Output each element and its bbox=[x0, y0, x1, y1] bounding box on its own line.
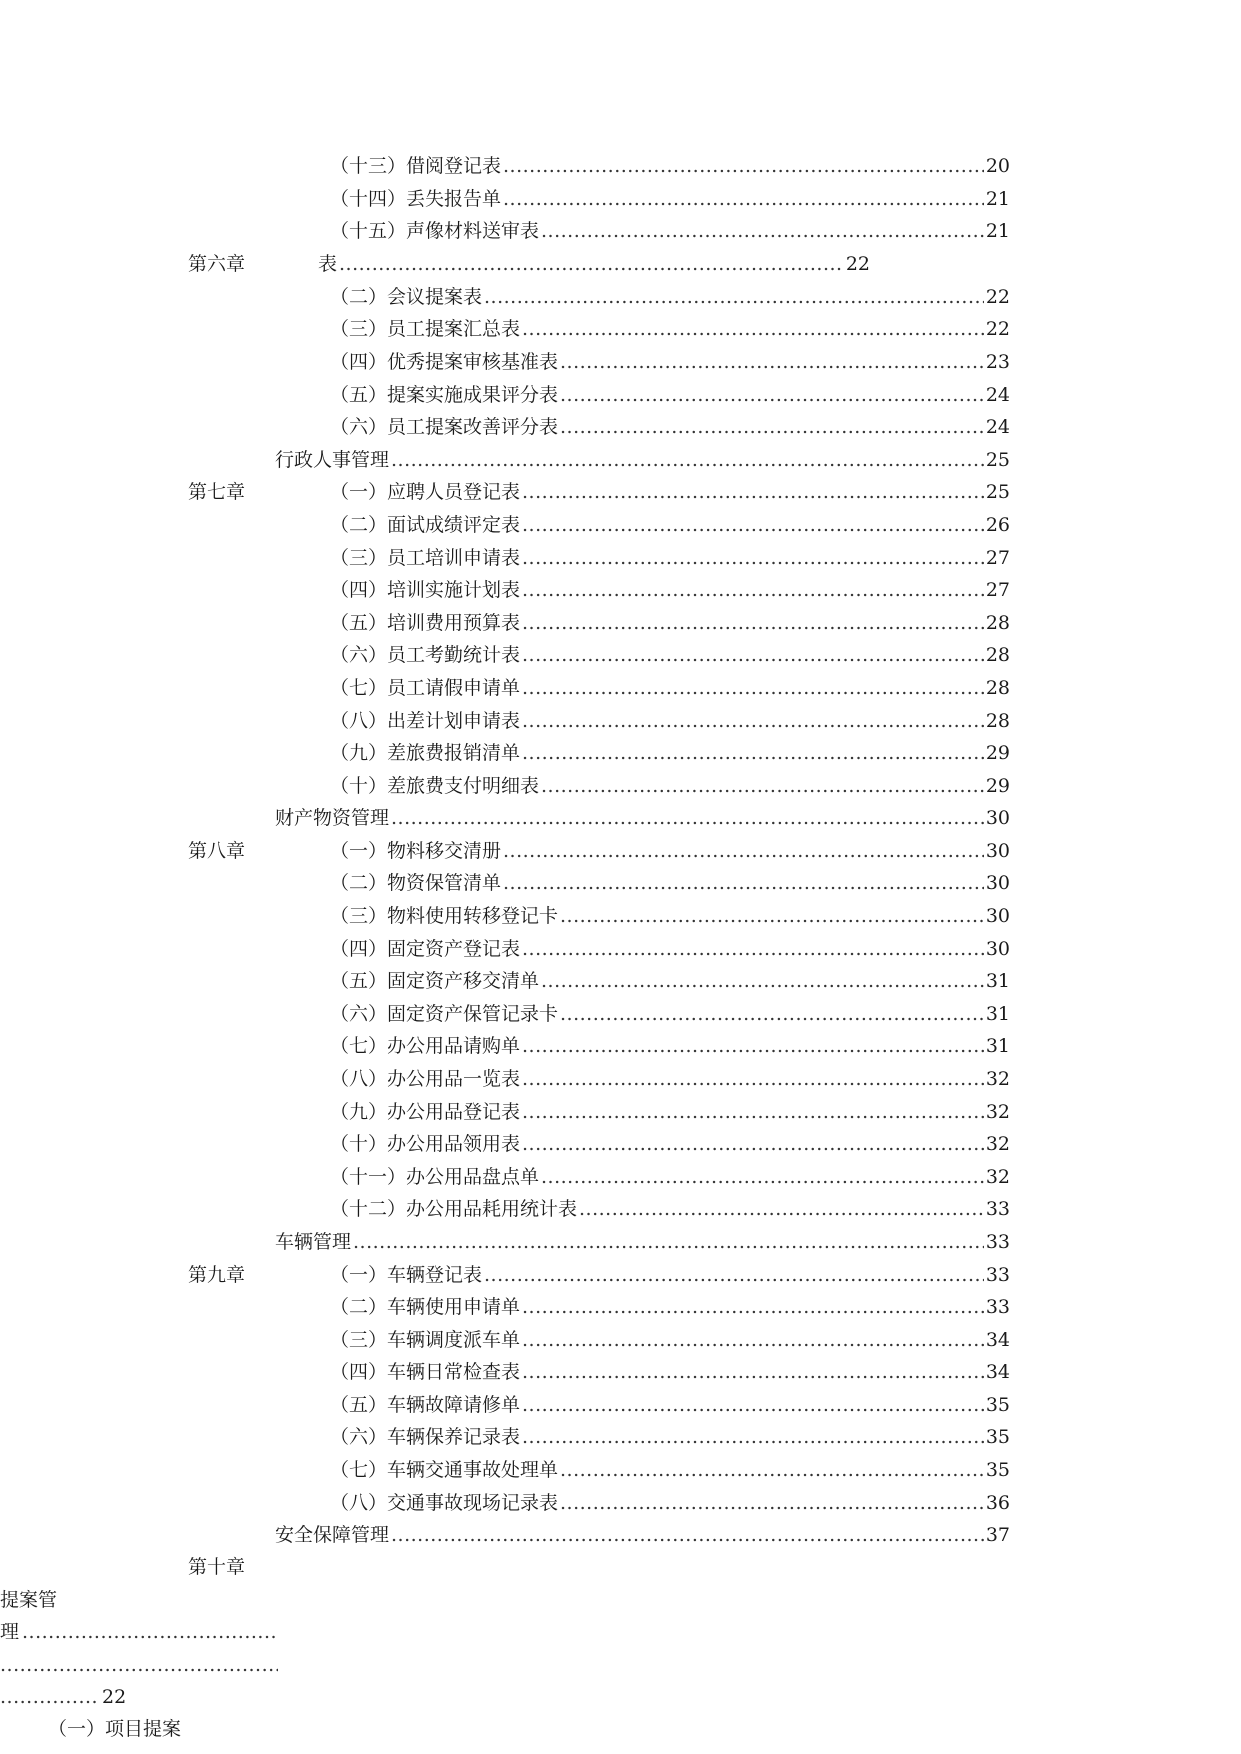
toc-entry-title: （十四）丢失报告单 bbox=[330, 188, 502, 210]
toc-entry-title: （二）车辆使用申请单 bbox=[330, 1296, 521, 1318]
toc-entry[interactable] bbox=[275, 1521, 1010, 1549]
dot-leader bbox=[339, 250, 844, 278]
toc-entry-title: 安全保障管理 bbox=[275, 1524, 390, 1546]
toc-entry-title: （三）员工提案汇总表 bbox=[330, 318, 521, 340]
toc-entry-page: 30 bbox=[985, 905, 1010, 927]
toc-entry-title: 车辆管理 bbox=[275, 1231, 352, 1253]
toc-entry-page: 30 bbox=[985, 872, 1010, 894]
toc-entry-page: 30 bbox=[985, 840, 1010, 862]
toc-entry-title: （四）优秀提案审核基准表 bbox=[330, 351, 559, 373]
toc-entry-title: （十）差旅费支付明细表 bbox=[330, 775, 540, 797]
toc-entry[interactable] bbox=[330, 1423, 1010, 1451]
toc-entry-page: 33 bbox=[985, 1264, 1010, 1286]
toc-entry-page: 33 bbox=[985, 1296, 1010, 1318]
toc-entry-page: 32 bbox=[985, 1166, 1010, 1188]
toc-entry-title: （六）车辆保养记录表 bbox=[330, 1426, 521, 1448]
toc-entry[interactable] bbox=[330, 217, 1010, 245]
toc-entry[interactable] bbox=[330, 1293, 1010, 1321]
toc-entry-title: （三）车辆调度派车单 bbox=[330, 1329, 521, 1351]
toc-entry-title: （八）交通事故现场记录表 bbox=[330, 1492, 559, 1514]
dot-leader bbox=[522, 478, 984, 506]
dot-leader bbox=[560, 1000, 984, 1028]
dot-leader bbox=[522, 609, 984, 637]
toc-entry-page: 22 bbox=[845, 253, 870, 275]
dot-leader bbox=[391, 446, 984, 474]
toc-entry-title: （五）车辆故障请修单 bbox=[330, 1394, 521, 1416]
toc-entry-page: 37 bbox=[985, 1524, 1010, 1546]
toc-entry[interactable] bbox=[330, 1130, 1010, 1158]
toc-entry[interactable] bbox=[318, 250, 870, 278]
dot-leader bbox=[541, 217, 984, 245]
toc-entry-page: 26 bbox=[985, 514, 1010, 536]
toc-entry-page: 28 bbox=[985, 677, 1010, 699]
toc-entry-page: 25 bbox=[985, 449, 1010, 471]
toc-entry-page: 32 bbox=[985, 1133, 1010, 1155]
toc-entry-page: 35 bbox=[985, 1459, 1010, 1481]
toc-entry-page: 29 bbox=[985, 775, 1010, 797]
dot-leader bbox=[522, 1130, 984, 1158]
dot-leader bbox=[560, 413, 984, 441]
dot-leader bbox=[560, 902, 984, 930]
toc-entry[interactable] bbox=[330, 837, 1010, 865]
dot-leader bbox=[0, 1651, 278, 1679]
dot-leader bbox=[522, 1293, 984, 1321]
chapter-label: 第六章 bbox=[188, 253, 246, 275]
toc-entry-page: 27 bbox=[985, 547, 1010, 569]
toc-entry-page: 21 bbox=[985, 220, 1010, 242]
dot-leader bbox=[0, 1683, 98, 1711]
toc-entry[interactable] bbox=[330, 1098, 1010, 1126]
overflow-page-number: 22 bbox=[102, 1686, 127, 1708]
toc-entry[interactable] bbox=[330, 152, 1010, 180]
toc-entry[interactable] bbox=[330, 869, 1010, 897]
dot-leader bbox=[522, 641, 984, 669]
dot-leader bbox=[522, 576, 984, 604]
toc-entry[interactable] bbox=[330, 348, 1010, 376]
toc-entry-page: 36 bbox=[985, 1492, 1010, 1514]
dot-leader bbox=[503, 869, 984, 897]
dot-leader bbox=[391, 1521, 984, 1549]
toc-entry[interactable] bbox=[330, 1358, 1010, 1386]
toc-entry[interactable] bbox=[275, 446, 1010, 474]
toc-entry-title: （二）面试成绩评定表 bbox=[330, 514, 521, 536]
overflow-text-line: （一）项目提案 bbox=[48, 1718, 182, 1740]
toc-entry[interactable] bbox=[330, 1000, 1010, 1028]
dot-leader bbox=[522, 544, 984, 572]
toc-entry-title: （十二）办公用品耗用统计表 bbox=[330, 1198, 578, 1220]
dot-leader bbox=[541, 772, 984, 800]
toc-entry-page: 33 bbox=[985, 1198, 1010, 1220]
toc-entry-page: 21 bbox=[985, 188, 1010, 210]
dot-leader bbox=[560, 348, 984, 376]
dot-leader bbox=[522, 1391, 984, 1419]
dot-leader bbox=[484, 283, 984, 311]
toc-entry-page: 30 bbox=[985, 807, 1010, 829]
toc-entry-title: （六）员工考勤统计表 bbox=[330, 644, 521, 666]
dot-leader bbox=[522, 511, 984, 539]
toc-entry-page: 30 bbox=[985, 938, 1010, 960]
toc-entry-page: 28 bbox=[985, 612, 1010, 634]
toc-entry[interactable] bbox=[330, 1326, 1010, 1354]
toc-entry-title: （七）员工请假申请单 bbox=[330, 677, 521, 699]
toc-entry[interactable] bbox=[330, 576, 1010, 604]
dot-leader bbox=[522, 674, 984, 702]
overflow-text-line: 提案管 bbox=[0, 1589, 58, 1611]
overflow-text-line: 理 bbox=[0, 1621, 20, 1643]
toc-entry-page: 34 bbox=[985, 1361, 1010, 1383]
toc-entry[interactable] bbox=[330, 185, 1010, 213]
toc-entry-page: 29 bbox=[985, 742, 1010, 764]
toc-entry-title: （九）差旅费报销清单 bbox=[330, 742, 521, 764]
toc-entry-title: （五）固定资产移交清单 bbox=[330, 970, 540, 992]
toc-entry-title: （四）固定资产登记表 bbox=[330, 938, 521, 960]
toc-entry-title: （六）固定资产保管记录卡 bbox=[330, 1003, 559, 1025]
toc-entry-page: 25 bbox=[985, 481, 1010, 503]
toc-entry-page: 34 bbox=[985, 1329, 1010, 1351]
dot-leader bbox=[541, 1163, 984, 1191]
toc-entry[interactable] bbox=[275, 1228, 1010, 1256]
toc-entry-page: 22 bbox=[985, 286, 1010, 308]
dot-leader bbox=[503, 837, 984, 865]
toc-entry-title: （八）出差计划申请表 bbox=[330, 710, 521, 732]
toc-entry-page: 28 bbox=[985, 644, 1010, 666]
toc-entry-title: （五）培训费用预算表 bbox=[330, 612, 521, 634]
chapter-label: 第十章 bbox=[188, 1556, 246, 1578]
toc-entry-title: （一）车辆登记表 bbox=[330, 1264, 483, 1286]
chapter-label: 第七章 bbox=[188, 481, 246, 503]
dot-leader bbox=[522, 1326, 984, 1354]
toc-entry-page: 31 bbox=[985, 1035, 1010, 1057]
toc-entry-title: （二）会议提案表 bbox=[330, 286, 483, 308]
toc-entry-page: 22 bbox=[985, 318, 1010, 340]
toc-entry[interactable] bbox=[330, 1391, 1010, 1419]
dot-leader bbox=[560, 1456, 984, 1484]
toc-entry-page: 23 bbox=[985, 351, 1010, 373]
dot-leader bbox=[522, 1358, 984, 1386]
chapter-label: 第九章 bbox=[188, 1264, 246, 1286]
toc-entry[interactable] bbox=[330, 739, 1010, 767]
dot-leader bbox=[22, 1618, 278, 1646]
toc-entry-title: （九）办公用品登记表 bbox=[330, 1101, 521, 1123]
toc-entry[interactable] bbox=[330, 511, 1010, 539]
dot-leader bbox=[522, 707, 984, 735]
toc-entry[interactable] bbox=[330, 478, 1010, 506]
toc-entry[interactable] bbox=[330, 413, 1010, 441]
toc-entry[interactable] bbox=[330, 1195, 1010, 1223]
toc-entry-title: （三）员工培训申请表 bbox=[330, 547, 521, 569]
toc-entry[interactable] bbox=[330, 1065, 1010, 1093]
toc-entry-page: 24 bbox=[985, 384, 1010, 406]
dot-leader bbox=[522, 1098, 984, 1126]
toc-entry-title: （四）车辆日常检查表 bbox=[330, 1361, 521, 1383]
dot-leader bbox=[391, 804, 984, 832]
toc-entry-title: （十三）借阅登记表 bbox=[330, 155, 502, 177]
toc-entry[interactable] bbox=[330, 609, 1010, 637]
toc-entry-title: （三）物料使用转移登记卡 bbox=[330, 905, 559, 927]
toc-entry[interactable] bbox=[330, 935, 1010, 963]
toc-entry-title: 行政人事管理 bbox=[275, 449, 390, 471]
toc-entry-title: （六）员工提案改善评分表 bbox=[330, 416, 559, 438]
toc-entry-title: （四）培训实施计划表 bbox=[330, 579, 521, 601]
dot-leader bbox=[522, 1423, 984, 1451]
toc-entry[interactable] bbox=[330, 1032, 1010, 1060]
toc-entry[interactable] bbox=[330, 902, 1010, 930]
toc-entry[interactable] bbox=[330, 674, 1010, 702]
toc-entry[interactable] bbox=[330, 544, 1010, 572]
toc-entry[interactable] bbox=[330, 1456, 1010, 1484]
toc-entry-page: 27 bbox=[985, 579, 1010, 601]
dot-leader bbox=[522, 1032, 984, 1060]
toc-entry-title: （七）办公用品请购单 bbox=[330, 1035, 521, 1057]
dot-leader bbox=[579, 1195, 984, 1223]
dot-leader bbox=[522, 935, 984, 963]
toc-entry-page: 28 bbox=[985, 710, 1010, 732]
toc-entry-title: 财产物资管理 bbox=[275, 807, 390, 829]
dot-leader bbox=[541, 967, 984, 995]
toc-entry[interactable] bbox=[330, 315, 1010, 343]
toc-entry-page: 33 bbox=[985, 1231, 1010, 1253]
toc-entry-title: （二）物资保管清单 bbox=[330, 872, 502, 894]
toc-entry[interactable] bbox=[330, 1489, 1010, 1517]
dot-leader bbox=[503, 152, 984, 180]
toc-entry-title: （一）应聘人员登记表 bbox=[330, 481, 521, 503]
dot-leader bbox=[560, 381, 984, 409]
toc-entry-page: 31 bbox=[985, 970, 1010, 992]
toc-entry-title: 表 bbox=[318, 253, 338, 275]
toc-entry[interactable] bbox=[330, 1261, 1010, 1289]
toc-entry[interactable] bbox=[330, 641, 1010, 669]
toc-entry-title: （七）车辆交通事故处理单 bbox=[330, 1459, 559, 1481]
dot-leader bbox=[353, 1228, 984, 1256]
toc-entry-title: （一）物料移交清册 bbox=[330, 840, 502, 862]
toc-entry-page: 32 bbox=[985, 1068, 1010, 1090]
toc-entry-page: 20 bbox=[985, 155, 1010, 177]
toc-entry-page: 32 bbox=[985, 1101, 1010, 1123]
dot-leader bbox=[484, 1261, 984, 1289]
toc-entry-title: （八）办公用品一览表 bbox=[330, 1068, 521, 1090]
toc-entry-title: （十）办公用品领用表 bbox=[330, 1133, 521, 1155]
chapter-label: 第八章 bbox=[188, 840, 246, 862]
toc-entry[interactable] bbox=[330, 381, 1010, 409]
toc-entry[interactable] bbox=[330, 772, 1010, 800]
dot-leader bbox=[560, 1489, 984, 1517]
toc-entry[interactable] bbox=[330, 707, 1010, 735]
dot-leader bbox=[522, 739, 984, 767]
toc-entry-title: （五）提案实施成果评分表 bbox=[330, 384, 559, 406]
toc-entry-page: 31 bbox=[985, 1003, 1010, 1025]
toc-entry-page: 24 bbox=[985, 416, 1010, 438]
toc-entry-page: 35 bbox=[985, 1426, 1010, 1448]
dot-leader bbox=[522, 315, 984, 343]
dot-leader bbox=[522, 1065, 984, 1093]
toc-entry[interactable] bbox=[330, 1163, 1010, 1191]
dot-leader bbox=[503, 185, 984, 213]
toc-entry[interactable] bbox=[275, 804, 1010, 832]
toc-entry-title: （十一）办公用品盘点单 bbox=[330, 1166, 540, 1188]
toc-entry[interactable] bbox=[330, 283, 1010, 311]
toc-entry[interactable] bbox=[330, 967, 1010, 995]
toc-entry-title: （十五）声像材料送审表 bbox=[330, 220, 540, 242]
toc-entry-page: 35 bbox=[985, 1394, 1010, 1416]
